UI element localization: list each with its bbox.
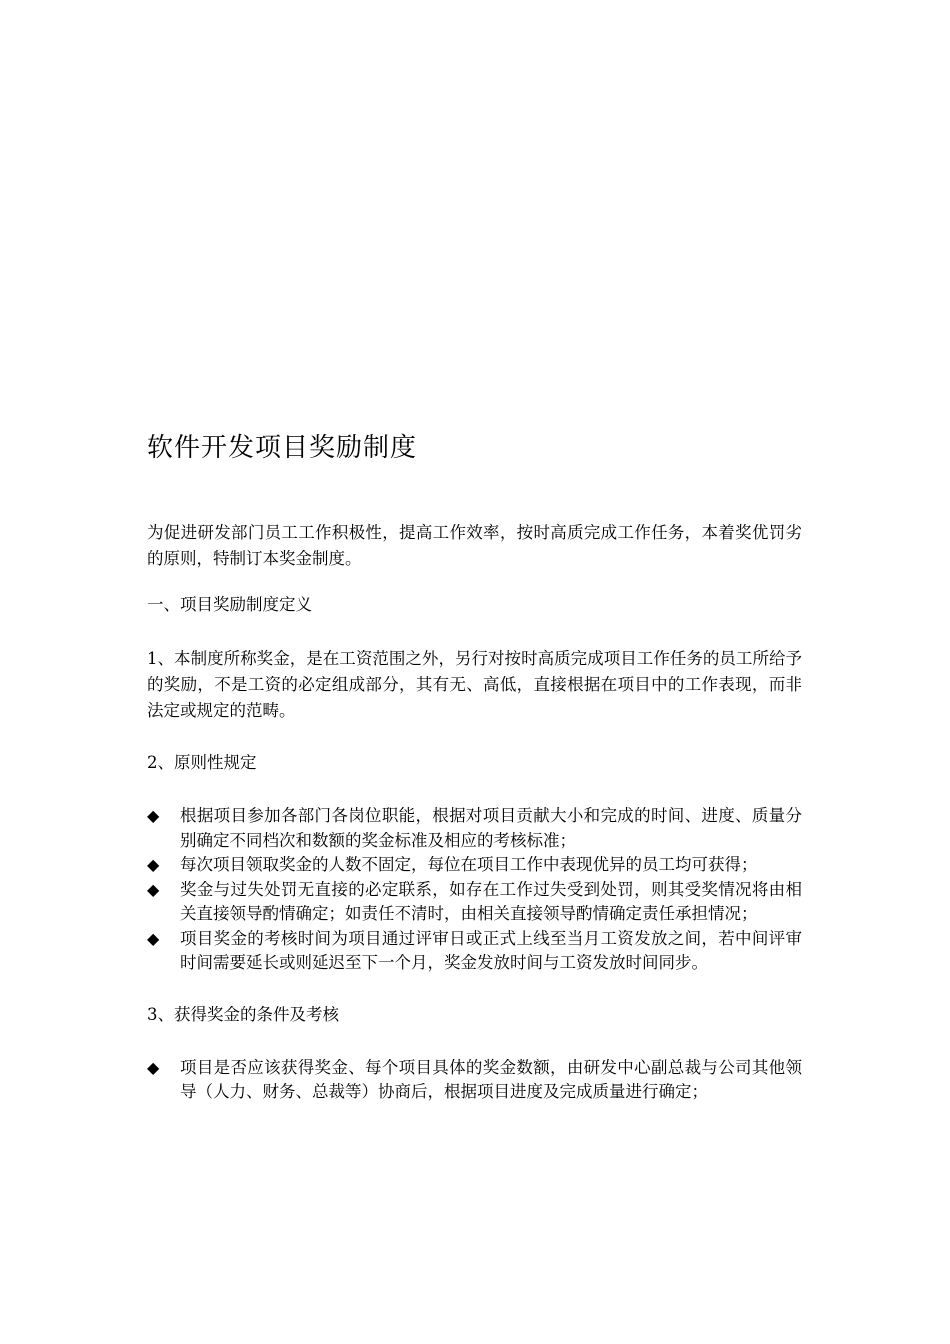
diamond-bullet-icon: ◆ [147,1057,160,1077]
list-item [147,804,802,853]
document-title: 软件开发项目奖励制度 [147,433,418,463]
diamond-bullet-icon: ◆ [147,806,160,825]
definition-paragraph: 1、本制度所称奖金，是在工资范围之外，另行对按时高质完成项目工作任务的员工所给予的奖励，不是工资的必定组成部分，其有无、高低，直接根据在项目中的工作表现，而非法定或规定的范畴。 [147,649,802,720]
diamond-bullet-icon: ◆ [147,928,160,948]
document-body [147,428,802,1121]
conditions-list [147,1056,802,1105]
list-item-text: 项目是否应该获得奖金、每个项目具体的奖金数额，由研发中心副总裁与公司其他领导（人力、财务、总裁等）协商后，根据项目进度及完成质量进行确定； [180,1057,802,1101]
intro-paragraph: 为促进研发部门员工工作积极性，提高工作效率，按时高质完成工作任务，本着奖优罚劣的原则，特制订本奖金制度。 [147,523,802,568]
principles-list [147,804,802,976]
conditions-heading: 3、获得奖金的条件及考核 [147,1004,339,1024]
diamond-bullet-icon: ◆ [147,879,160,899]
list-item [147,878,802,927]
section-heading-definition: 一、项目奖励制度定义 [147,595,312,614]
list-item [147,853,802,878]
list-item-text: 奖金与过失处罚无直接的必定联系，如存在工作过失受到处罚，则其受奖情况将由相关直接领导酌情确定；如责任不清时，由相关直接领导酌情确定责任承担情况； [180,879,802,923]
list-item-text: 根据项目参加各部门各岗位职能，根据对项目贡献大小和完成的时间、进度、质量分别确定不同档次和数额的奖金标准及相应的考核标准； [180,806,802,850]
list-item-text: 项目奖金的考核时间为项目通过评审日或正式上线至当月工资发放之间，若中间评审时间需要延长或则延迟至下一个月，奖金发放时间与工资发放时间同步。 [180,928,802,972]
principles-heading: 2、原则性规定 [147,753,257,772]
list-item [147,1056,802,1105]
diamond-bullet-icon: ◆ [147,855,160,874]
list-item [147,927,802,976]
list-item-text: 每次项目领取奖金的人数不固定，每位在项目工作中表现优异的员工均可获得； [180,855,758,874]
